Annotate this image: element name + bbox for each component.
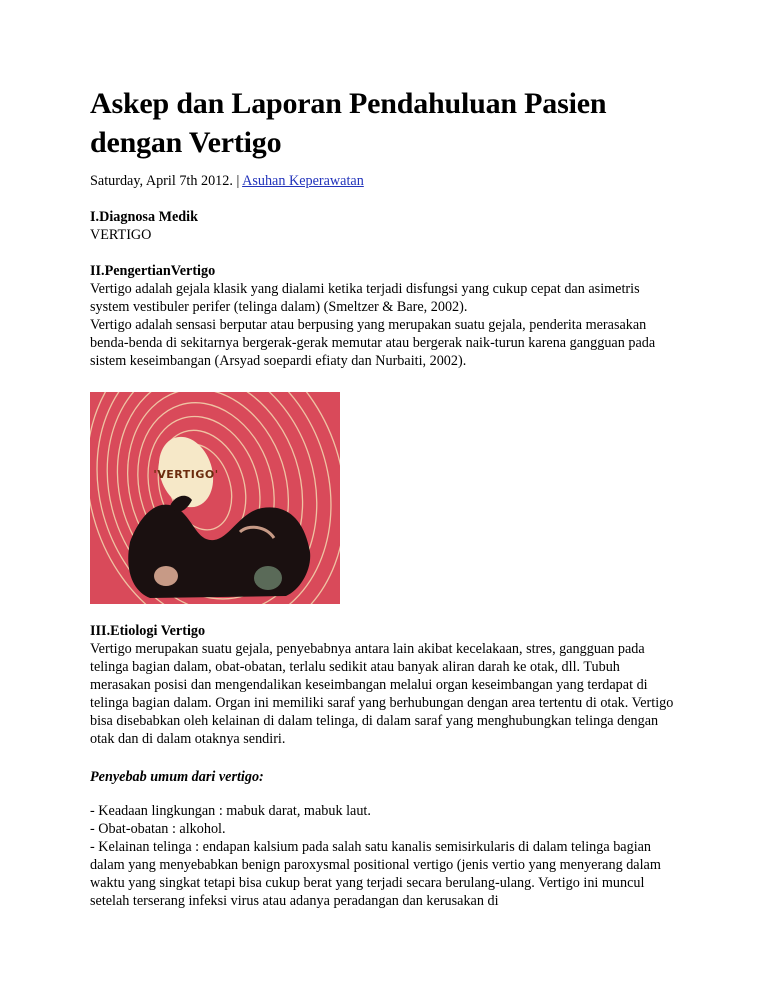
illustration-caption: 'VERTIGO' (153, 468, 219, 481)
article-content (90, 84, 680, 910)
causes-heading: Penyebab umum dari vertigo: (90, 769, 264, 785)
paragraph: Vertigo adalah gejala klasik yang dialami ketika terjadi disfungsi yang cukup cepat dan asimetris system vestibuler perifer (telinga dalam) (Smeltzer & Bare, 2002). (90, 281, 640, 315)
list-item: - Keadaan lingkungan : mabuk darat, mabuk laut. (90, 803, 371, 819)
article-date: Saturday, April 7th 2012. | (90, 173, 240, 189)
section-heading: II.PengertianVertigo (90, 263, 216, 279)
spiral-artwork (90, 392, 340, 604)
paragraph: Vertigo merupakan suatu gejala, penyebabnya antara lain akibat kecelakaan, stres, gangguan pada telinga bagian dalam, obat-obatan, terlalu sedikit atau banyak aliran darah ke otak, dll. Tubuh merasakan posisi dan mengendalikan keseimbangan melalui organ keseimbangan yang terdapat di telinga bagian dalam. Organ ini memiliki saraf yang berhubungan dengan area tertentu di otak. Vertigo bisa disebabkan oleh kelainan di dalam telinga, di dalam saraf yang menghubungkan telinga dengan otak dan di dalam otaknya sendiri. (90, 641, 674, 747)
list-item: - Kelainan telinga : endapan kalsium pada salah satu kanalis semisirkularis di dalam telinga bagian dalam yang menyebabkan benign paroxysmal positional vertigo (jenis vertio yang menyerang dalam waktu yang singkat tetapi bisa cukup berat yang terjadi secara berulang-ulang. Vertigo ini muncul setelah terserang infeksi virus atau adanya peradangan dan kerusakan di (90, 839, 661, 909)
causes-list (90, 802, 680, 910)
paragraph: Vertigo adalah sensasi berputar atau berpusing yang merupakan suatu gejala, penderita merasakan benda-benda di sekitarnya bergerak-gerak memutar atau bergerak naik-turun karena gangguan pada sistem keseimbangan (Arsyad soepardi efiaty dan Nurbaiti, 2002). (90, 317, 656, 369)
section-heading: III.Etiologi Vertigo (90, 623, 206, 639)
section-etiologi (90, 622, 680, 748)
section-body: VERTIGO (90, 227, 152, 243)
article-meta (90, 172, 680, 190)
section-heading: I.Diagnosa Medik (90, 209, 198, 225)
vertigo-illustration (90, 392, 340, 604)
section-diagnosa (90, 208, 680, 244)
list-item: - Obat-obatan : alkohol. (90, 821, 226, 837)
article-title: Askep dan Laporan Pendahuluan Pasien dengan Vertigo (90, 87, 607, 159)
category-link[interactable]: Asuhan Keperawatan (242, 173, 364, 189)
section-pengertian (90, 262, 680, 370)
